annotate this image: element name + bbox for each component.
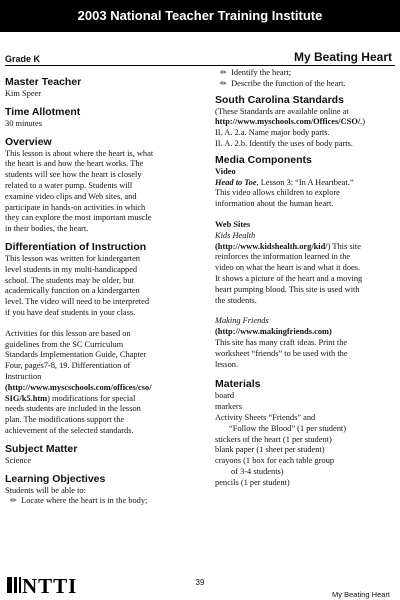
overview-line: they can explore the most important muscle (5, 213, 152, 223)
subject-matter-value: Science (5, 455, 32, 465)
differentiation-line: level students in my multi-handicapped (5, 264, 138, 274)
objectives-intro: Students will be able to: (5, 485, 86, 495)
differentiation-line: achievement of the selected standards. (5, 425, 134, 435)
right-column (215, 68, 397, 489)
differentiation-line: This lesson was written for kindergarten (5, 253, 140, 263)
kidshealth-link[interactable]: (http://www.kidshealth.org/kid/ (215, 241, 328, 251)
site-desc-line: This site has many craft ideas. Print the (215, 337, 348, 347)
pencil-icon: ✏ (10, 496, 17, 506)
page-number: 39 (195, 578, 205, 587)
standards-heading: South Carolina Standards (215, 93, 344, 106)
differentiation-line: Instruction (5, 371, 42, 381)
material-item: markers (215, 402, 242, 412)
footer-title: My Beating Heart (332, 590, 390, 599)
materials-heading: Materials (215, 378, 261, 391)
left-column (5, 68, 197, 507)
differentiation-line: academically function on a kindergarten (5, 286, 140, 296)
master-teacher-name: Kim Speer (5, 89, 42, 98)
time-allotment-heading: Time Allotment (5, 105, 81, 118)
sig-url-tail: ) modifications for special (47, 393, 136, 403)
standards-url-tail: .) (360, 117, 366, 127)
media-components-heading: Media Components (215, 153, 312, 166)
header-banner: 2003 National Teacher Training Institute (0, 0, 400, 32)
site-desc-line: It shows a picture of the heart and a moving (215, 273, 363, 283)
material-item: pencils (1 per student) (215, 477, 290, 487)
site-desc-line: video on what the heart is and what it does. (215, 263, 361, 273)
material-item: board (215, 391, 235, 401)
pencil-icon: ✏ (220, 78, 227, 88)
site-url-tail: ) This site (327, 241, 361, 251)
overview-heading: Overview (5, 135, 52, 148)
objective-text: Describe the function of the heart. (231, 78, 346, 88)
standards-url-line (215, 117, 397, 128)
overview-line: This lesson is about where the heart is, what (5, 148, 154, 158)
material-item: of 3-4 students) (231, 466, 284, 476)
site-desc-line: heart pumping blood. This site is used with (215, 284, 360, 294)
material-item: “Follow the Blood” (1 per student) (229, 423, 346, 433)
objective-text: Locate where the heart is in the body; (21, 496, 148, 506)
overview-line: examine video clips and Web sites, and (5, 191, 137, 201)
objective-item (215, 79, 397, 90)
differentiation-line: if you have deaf students in your class. (5, 307, 136, 317)
standard-item: II. A. 2.a. Name major body parts. (215, 128, 330, 138)
objective-item (5, 496, 197, 507)
site-desc-line: worksheet “friends” to be used with the (215, 348, 348, 358)
sig-url-link[interactable]: SIG/k5.htm (5, 393, 48, 403)
site-name-making-friends: Making Friends (215, 316, 269, 326)
sig-url-line-2 (5, 394, 197, 405)
grade-level: Grade K (5, 54, 41, 64)
logo-text: NTTI (22, 574, 78, 596)
standard-item: II. A. 2.b. Identify the uses of body parts. (215, 138, 353, 148)
site-desc-line: lesson. (215, 359, 239, 369)
overview-line: in their bodies, the heart. (5, 224, 89, 234)
site-name-kids-health: Kids Health (215, 230, 256, 240)
standards-url-link[interactable]: http://www.myschools.com/Offices/CSO/ (215, 117, 361, 127)
differentiation-heading: Differentiation of Instruction (5, 240, 147, 253)
overview-line: students will see how the heart is closely (5, 170, 142, 180)
time-allotment-value: 30 minutes (5, 118, 42, 128)
objective-text: Identify the heart; (231, 68, 292, 77)
differentiation-line: school. The students may be older, but (5, 275, 134, 285)
makingfriends-link[interactable]: (http://www.makingfriends.com) (215, 327, 332, 337)
differentiation-line: level. The video will need to be interpreted (5, 297, 150, 307)
pencil-icon: ✏ (220, 68, 227, 77)
material-item: stickers of the heart (1 per student) (215, 434, 332, 444)
video-desc-line: This video allows children to explore (215, 188, 340, 198)
sig-url-line[interactable]: (http://www.myscschools.com/offices/cso/ (5, 382, 152, 392)
subject-matter-heading: Subject Matter (5, 442, 78, 455)
differentiation-line: Standards Implementation Guide, Chapter (5, 350, 147, 360)
learning-objectives-heading: Learning Objectives (5, 472, 106, 485)
master-teacher-heading: Master Teacher (5, 76, 82, 88)
overview-line: participate in hands-on activities in which (5, 202, 146, 212)
video-title-line (215, 178, 397, 189)
overview-line: the heart is and how the heart works. The (5, 159, 144, 169)
site-url-line (215, 242, 397, 253)
lesson-title: My Beating Heart (293, 50, 392, 64)
video-lesson: , Lesson 3: “In A Heartbeat.” (256, 177, 354, 187)
material-item: Activity Sheets “Friends” and (215, 412, 316, 422)
differentiation-line: guidelines from the SC Curriculum (5, 339, 124, 349)
video-title: Head to Toe (215, 177, 257, 187)
objective-item (215, 68, 397, 79)
video-desc-line: information about the human heart. (215, 199, 334, 209)
material-item: crayons (1 box for each table group (215, 456, 335, 466)
overview-line: related to a water pump. Students will (5, 180, 133, 190)
overview-text (5, 149, 197, 235)
materials-list (215, 391, 397, 488)
material-item: blank paper (1 sheet per student) (215, 445, 325, 455)
header-rule (5, 65, 395, 66)
differentiation-line: needs students are included in the lesson (5, 404, 141, 414)
web-sites-label: Web Sites (215, 219, 251, 229)
video-label: Video (215, 166, 236, 176)
differentiation-text (5, 254, 197, 437)
site-desc-line: reinforces the information learned in the (215, 252, 351, 262)
differentiation-line: Four, pages7-8, 19. Differentiation of (5, 361, 131, 371)
site-desc-line: the students. (215, 295, 257, 305)
differentiation-line: Activities for this lesson are based on (5, 328, 131, 338)
differentiation-line: plan. The modifications support the (5, 415, 125, 425)
standards-intro: (These Standards are available online at (215, 106, 349, 116)
